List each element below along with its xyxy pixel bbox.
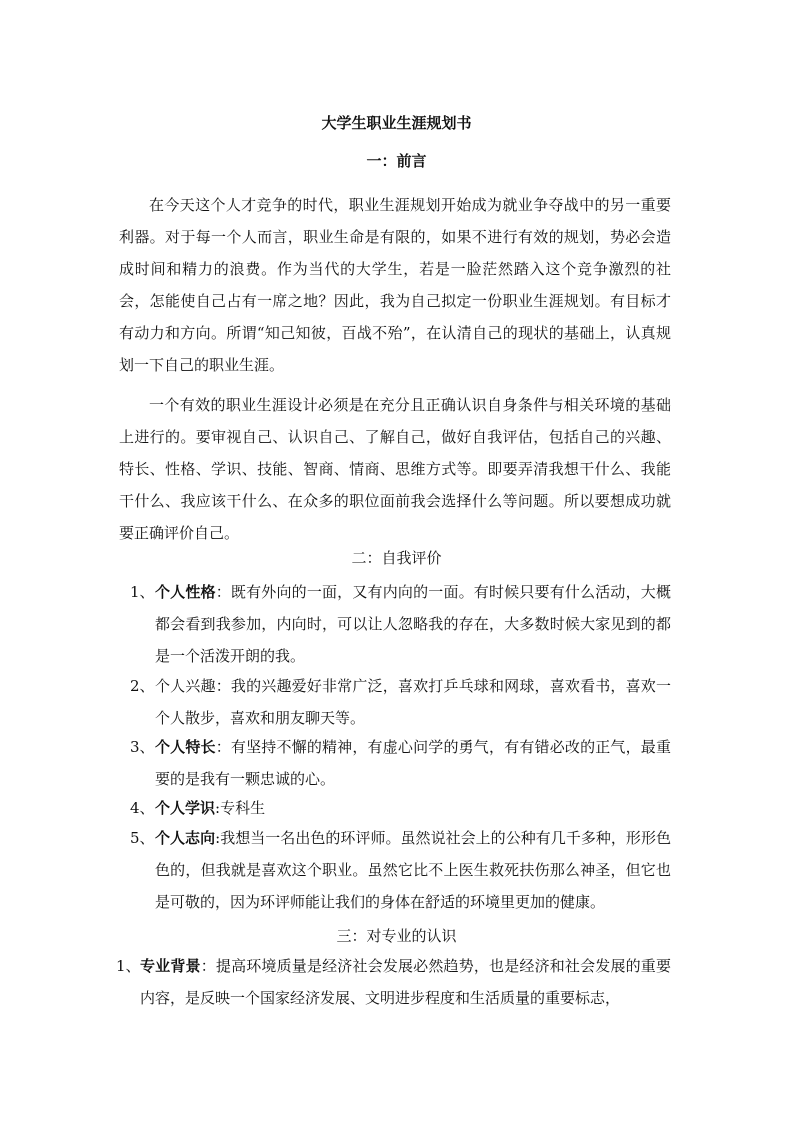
list-item-separator: ： [215, 583, 231, 601]
list-item-separator: ： [215, 738, 231, 756]
list-item-number: 5、 [130, 829, 155, 847]
list-item-text: 提高环境质量是经济社会发展必然趋势，也是经济和社会发展的重要内容，是反映一个国家经济发展、文明进步程度和生活质量的重要标志， [140, 957, 671, 1007]
preface-paragraph-1: 在今天这个人才竞争的时代，职业生涯规划开始成为就业争夺战中的另一重要利器。对于每一个人而言，职业生命是有限的，如果不进行有效的规划，势必会造成时间和精力的浪费。作为当代的大学生，若是一脸茫然踏入这个竞争激烈的社会，怎能使自己占有一席之地？因此，我为自己拟定一份职业生涯规划。有目标才有动力和方向。所谓“知己知彼，百战不殆”，在认清自己的现状的基础上，认真规划一下自己的职业生涯。 [119, 196, 671, 374]
list-item-strengths [130, 731, 671, 795]
list-item-education [130, 792, 671, 824]
list-item-separator: : [215, 829, 221, 847]
list-item-interests [130, 670, 671, 734]
list-item-label: 个人兴趣 [155, 677, 216, 695]
preface-paragraph-2: 一个有效的职业生涯设计必须是在充分且正确认识自身条件与相关环境的基础上进行的。要审视自己、认识自己、了解自己，做好自我评估，包括自己的兴趣、特长、性格、学识、技能、智商、情商、思维方式等。即要弄清我想干什么、我能干什么、我应该干什么、在众多的职位面前我会选择什么等问题。所以要想成功就要正确评价自己。 [119, 396, 671, 542]
list-item-text: 专科生 [220, 799, 266, 817]
list-item-number: 1、 [116, 957, 141, 975]
list-item-text: 我的兴趣爱好非常广泛，喜欢打乒乓球和网球，喜欢看书，喜欢一个人散步，喜欢和朋友聊天等。 [155, 677, 671, 727]
list-item-separator: ： [215, 677, 231, 695]
document-title: 大学生职业生涯规划书 [321, 114, 472, 132]
list-item-label: 个人学识 [155, 799, 216, 817]
list-item-number: 2、 [130, 677, 155, 695]
section-heading-major: 三：对专业的认识 [336, 927, 457, 945]
list-item-text: 我想当一名出色的环评师。虽然说社会上的公种有几千多种，形形色色的，但我就是喜欢这个职业。虽然它比不上医生救死扶伤那么神圣，但它也是可敬的，因为环评师能让我们的身体在舒适的环境里更加的健康。 [155, 829, 671, 911]
list-item-label: 专业背景 [140, 957, 201, 975]
list-item-label: 个人性格 [155, 583, 216, 601]
list-item-text: 有坚持不懈的精神，有虚心问学的勇气，有有错必改的正气，最重要的是我有一颗忠诚的心。 [155, 738, 671, 788]
section-heading-self-evaluation: 二：自我评价 [351, 549, 442, 567]
list-item-separator: : [215, 799, 221, 817]
list-item-number: 1、 [130, 583, 155, 601]
list-item-label: 个人志向 [155, 829, 216, 847]
list-item-text: 既有外向的一面，又有内向的一面。有时候只要有什么活动，大概都会看到我参加，内向时，可以让人忽略我的存在，大多数时候大家见到的都是一个活泼开朗的我。 [155, 583, 671, 665]
list-item-label: 个人特长 [155, 738, 216, 756]
list-item-number: 4、 [130, 799, 155, 817]
list-item-aspiration [130, 822, 671, 918]
list-item-number: 3、 [130, 738, 155, 756]
list-item-personality [130, 576, 671, 672]
section-heading-preface: 一：前言 [366, 152, 427, 170]
list-item-separator: ： [200, 957, 216, 975]
list-item-major-background [116, 950, 671, 1014]
